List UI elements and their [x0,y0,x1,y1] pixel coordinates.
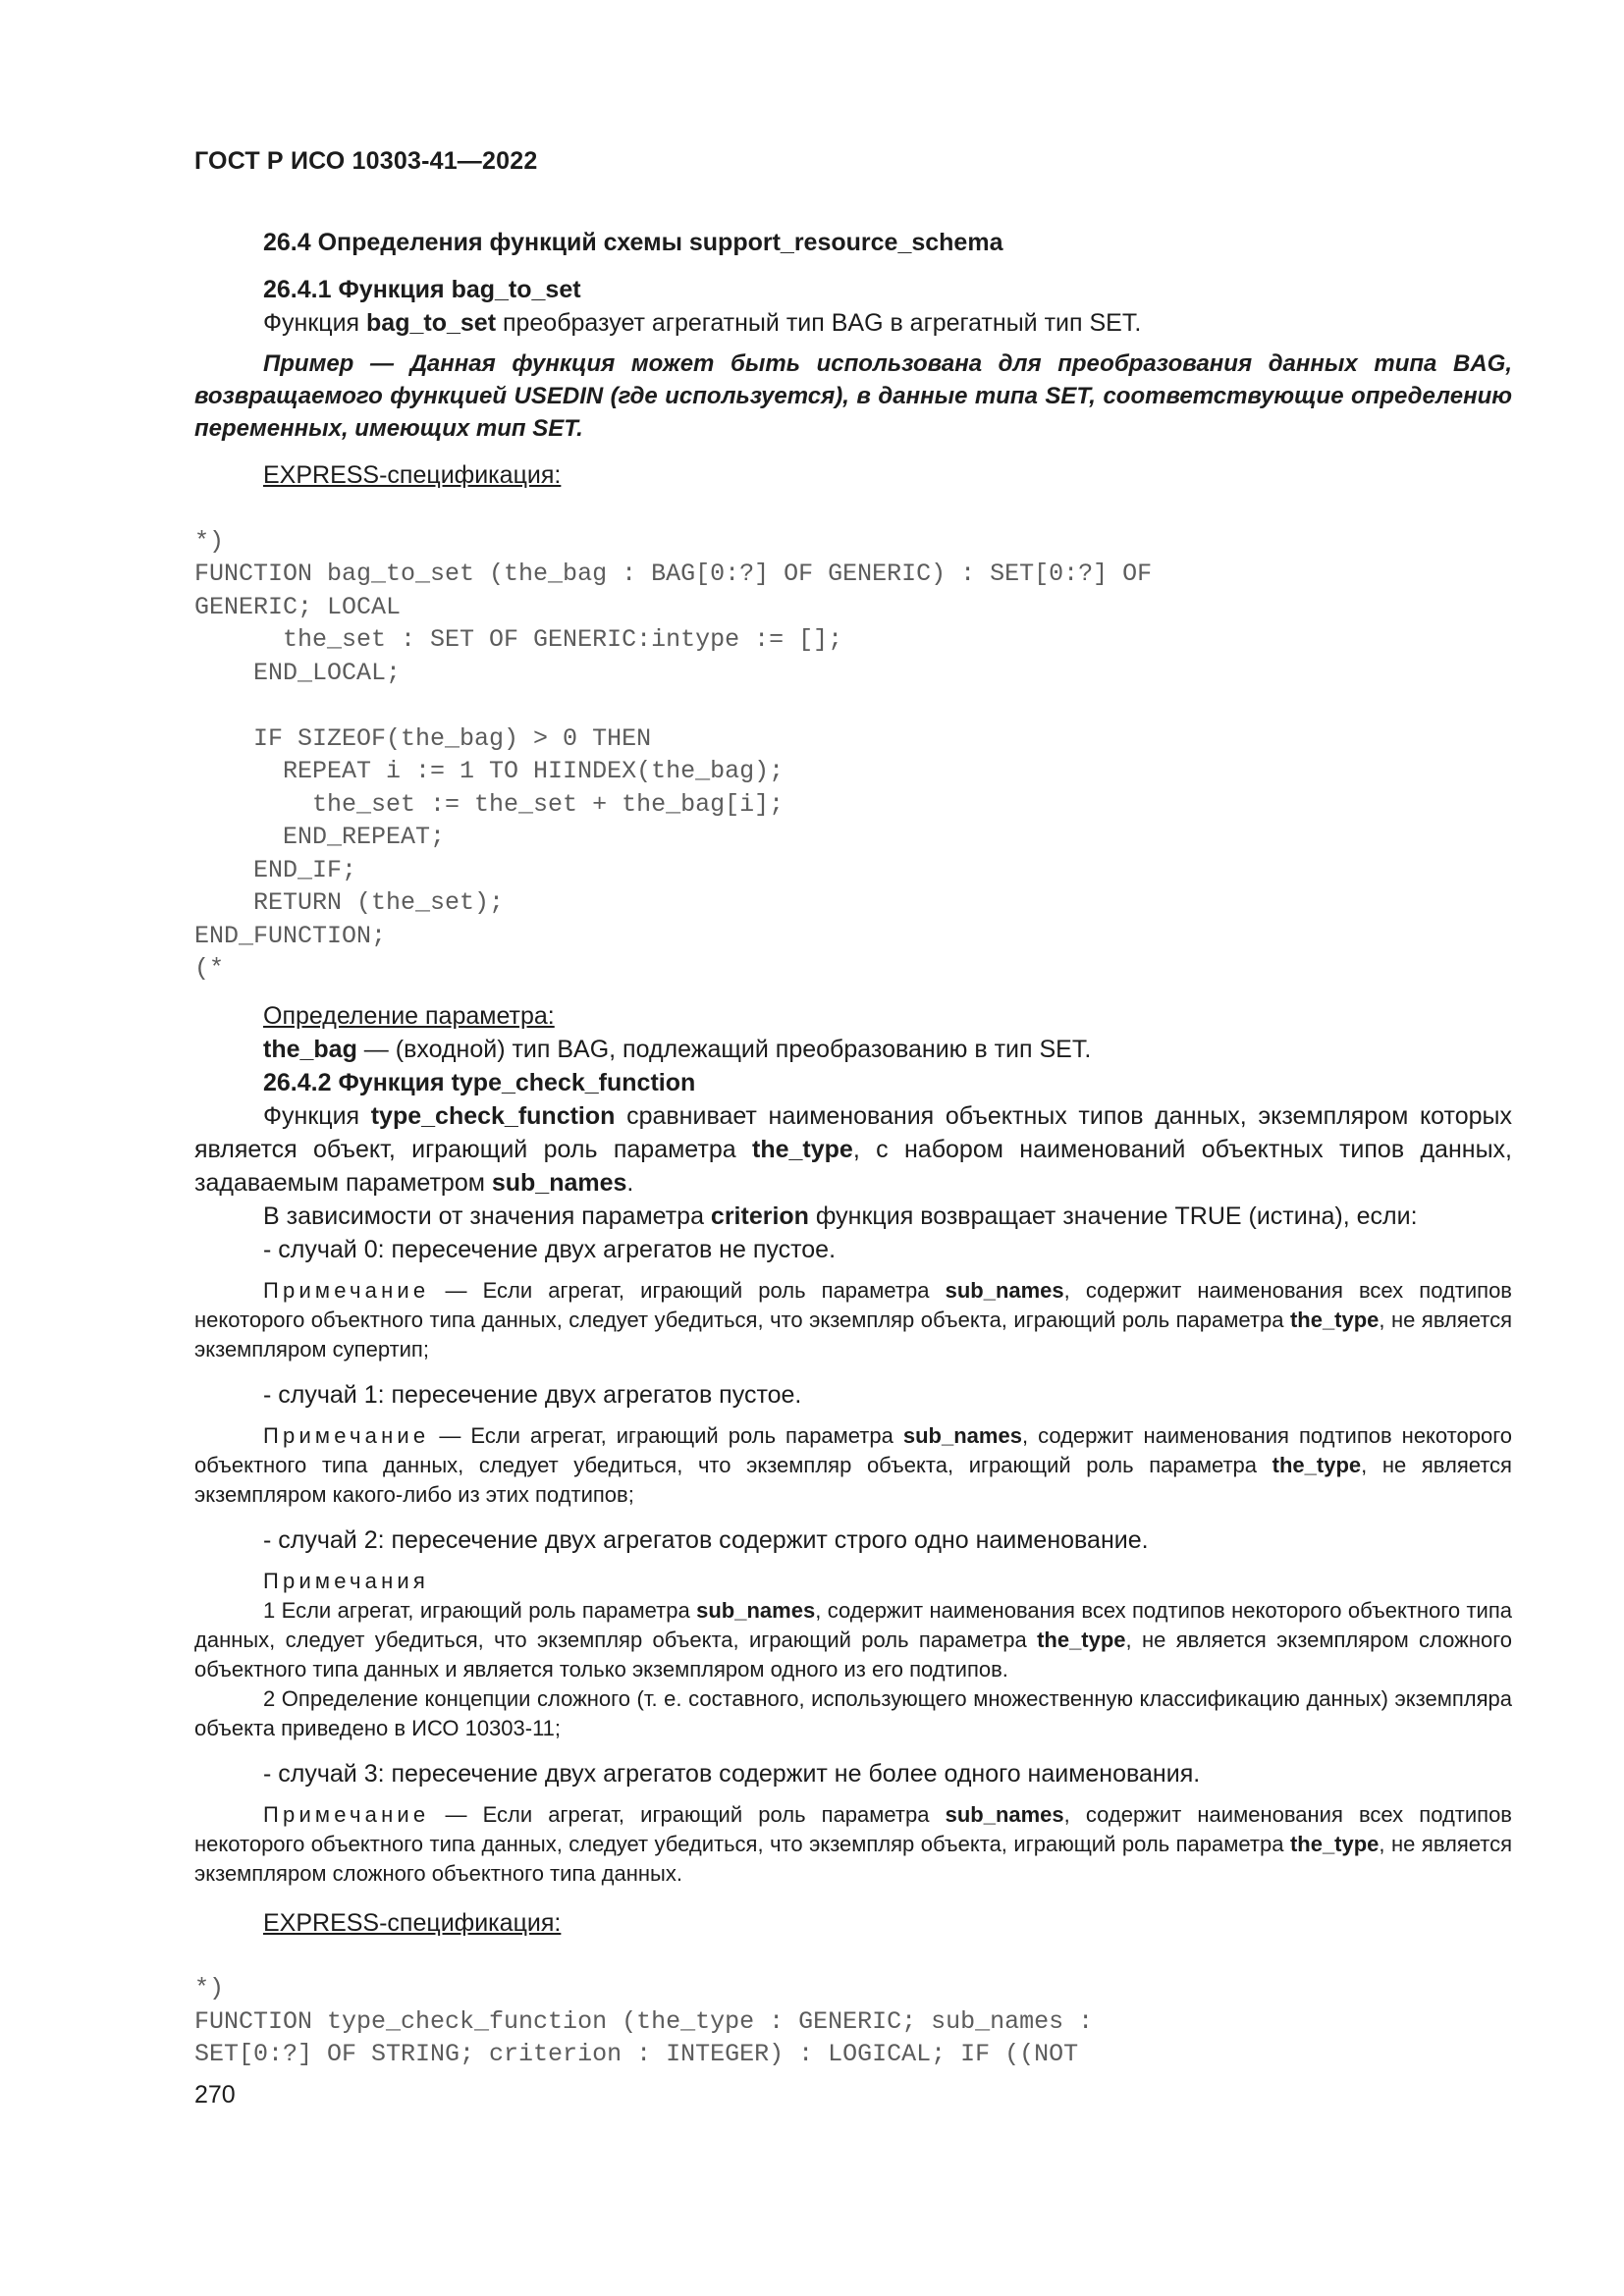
code-line: REPEAT i := 1 TO HIINDEX(the_bag); [194,757,785,785]
code-line [194,689,1512,722]
parameter-definition: the_bag — (входной) тип BAG, подлежащий преобразованию в тип SET. [263,1035,1092,1063]
code-line: *) [194,526,225,556]
code-line: SET[0:?] OF STRING; criterion : INTEGER) : LOGICAL; IF ((NOT [194,2040,1079,2068]
function-2-heading: 26.4.2 Функция type_check_function [263,1068,696,1096]
note-case-3: Примечание — Если агрегат, играющий роль параметра sub_names, содержит наименования всех подтипов некоторого объектного типа данных, следует убедиться, что экземпляр объекта, играющий роль параметра the_type, не является экземпляром сложного объектного типа данных. [194,1801,1512,1886]
code-line: END_FUNCTION; [194,921,387,950]
code-line: END_REPEAT; [194,823,446,851]
case-1: - случай 1: пересечение двух агрегатов пустое. [263,1380,802,1409]
express-code-2 [194,1940,1512,2071]
code-line: (* [194,954,225,983]
section-heading: 26.4 Определения функций схемы support_resource_schema [263,229,1003,256]
code-line: GENERIC; LOCAL [194,592,402,621]
notes-label: Примечания [263,1568,430,1593]
express-code-1 [194,492,1512,986]
case-2: - случай 2: пересечение двух агрегатов содержит строго одно наименование. [263,1525,1149,1554]
code-line: FUNCTION bag_to_set (the_bag : BAG[0:?] OF GENERIC) : SET[0:?] OF [194,560,1153,588]
example-text: Пример — Данная функция может быть использована для преобразования данных типа BAG, возвращаемого функцией USEDIN (где используется), в данные типа SET, соответствующие определению переменных, имеющих тип SET. [194,350,1512,442]
function-2-description: Функция type_check_function сравнивает наименования объектных типов данных, экземпляром которых является объект, играющий роль параметра the_type, с набором наименований объектных типов данных, задаваемым параметром sub_names. [194,1101,1512,1197]
note-case-0: Примечание — Если агрегат, играющий роль параметра sub_names, содержит наименования всех подтипов некоторого объектного типа данных, следует убедиться, что экземпляр объекта, играющий роль параметра the_type, не является экземпляром супертип; [194,1277,1512,1362]
note-case-2-2: 2 Определение концепции сложного (т. е. составного, использующего множественную классификацию данных) экземпляра объекта приведено в ИСО 10303-11; [194,1685,1512,1740]
code-line: the_set : SET OF GENERIC:intype := []; [194,625,843,654]
page-content [194,226,1512,2071]
code-line: END_LOCAL; [194,658,402,687]
code-line: FUNCTION type_check_function (the_type : GENERIC; sub_names : [194,2006,1094,2036]
note-case-2-1: 1 Если агрегат, играющий роль параметра sub_names, содержит наименования всех подтипов некоторого объектного типа данных, следует убедиться, что экземпляр объекта, играющий роль параметра the_type, не является экземпляром сложного объектного типа данных и является только экземпляром одного из его подтипов. [194,1597,1513,1682]
function-1-heading: 26.4.1 Функция bag_to_set [263,276,581,303]
note-case-1: Примечание — Если агрегат, играющий роль параметра sub_names, содержит наименования подтипов некоторого объектного типа данных, следует убедиться, что экземпляр объекта, играющий роль параметра the_type, не является экземпляром какого-либо из этих подтипов; [194,1422,1512,1507]
code-line: *) [194,1974,225,2002]
code-line: END_IF; [194,855,357,884]
function-1-description: Функция bag_to_set преобразует агрегатный тип BAG в агрегатный тип SET. [263,309,1142,337]
express-spec-label-2: EXPRESS-спецификация: [263,1908,562,1937]
code-line: RETURN (the_set); [194,888,505,917]
case-0: - случай 0: пересечение двух агрегатов не пустое. [263,1235,837,1263]
case-3: - случай 3: пересечение двух агрегатов содержит не более одного наименования. [263,1759,1201,1788]
document-header: ГОСТ Р ИСО 10303-41—2022 [194,147,538,175]
page-number: 270 [194,2081,236,2109]
criterion-description: В зависимости от значения параметра criterion функция возвращает значение TRUE (истина), если: [263,1201,1418,1230]
function-name: bag_to_set [366,309,497,337]
parameter-definition-label: Определение параметра: [263,1001,555,1030]
express-spec-label-1: EXPRESS-спецификация: [263,461,562,489]
code-line: the_set := the_set + the_bag[i]; [194,789,785,819]
code-line: IF SIZEOF(the_bag) > 0 THEN [194,723,652,753]
